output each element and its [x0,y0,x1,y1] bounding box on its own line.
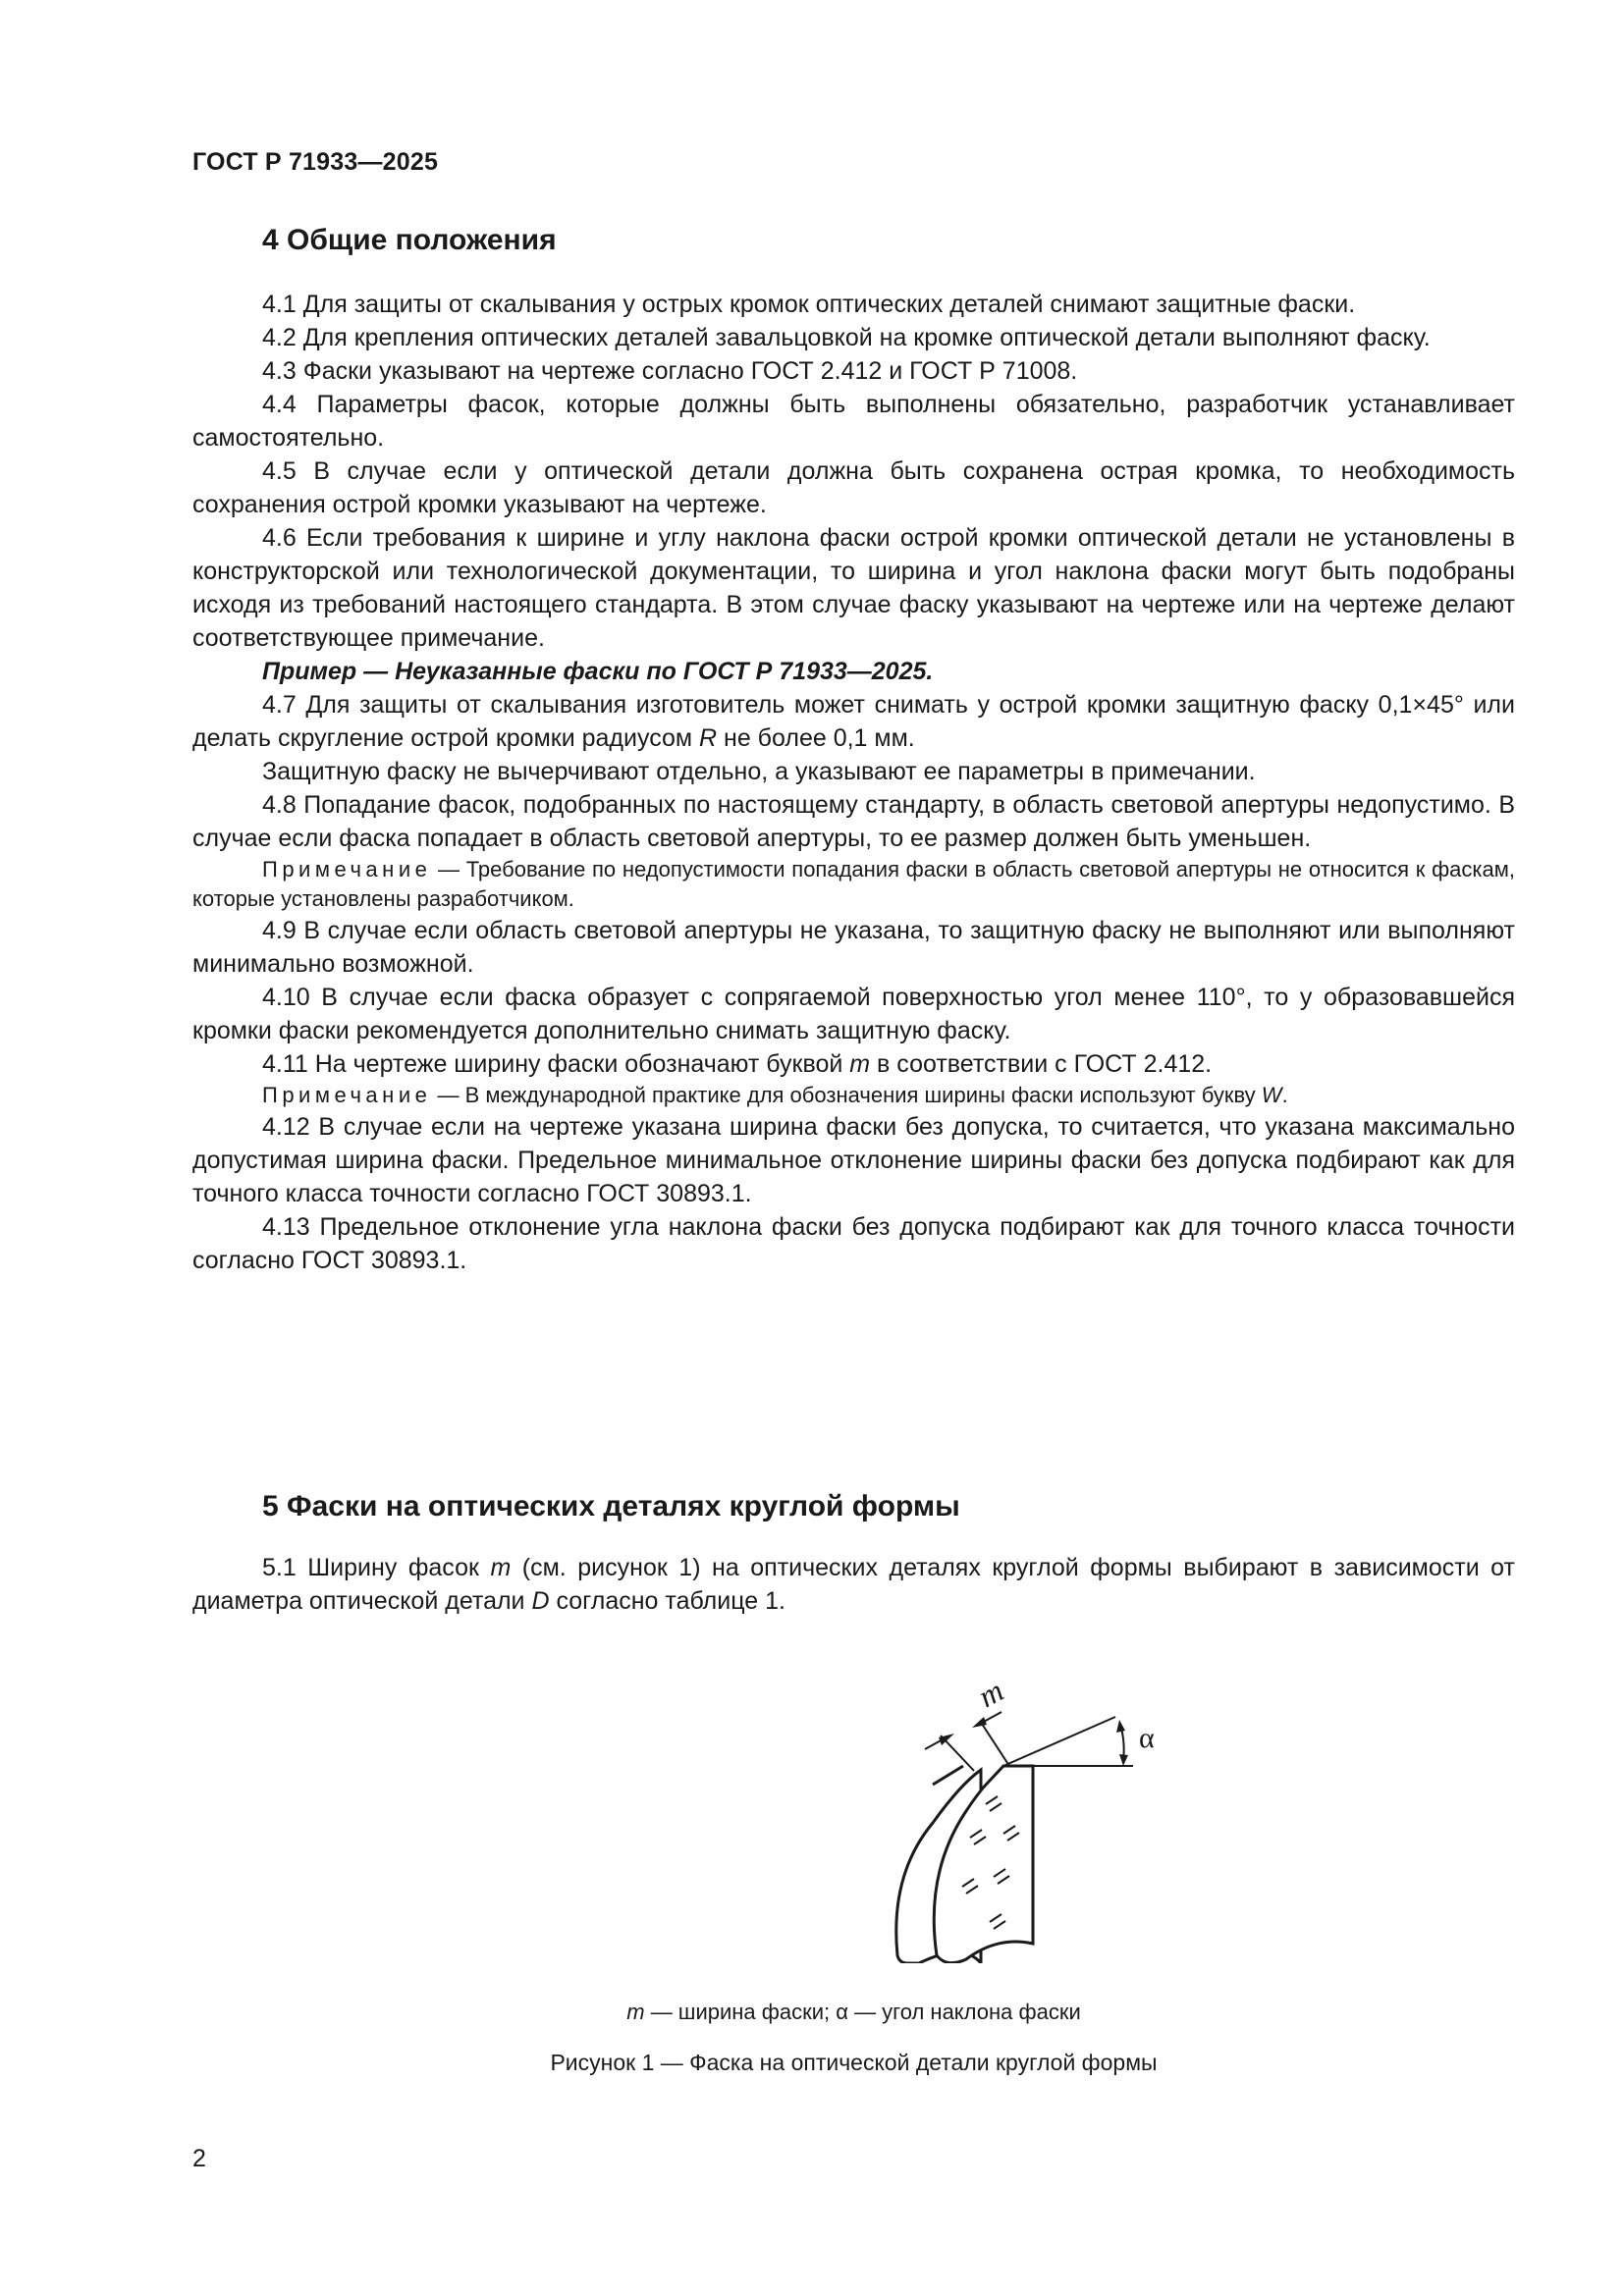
paragraph-4-5: 4.5 В случае если у оптической детали должна быть сохранена острая кромка, то необходимость сохранения острой кромки указывают на чертеже. [192,457,1515,518]
document-header: ГОСТ Р 71933—2025 [192,148,439,176]
paragraph-4-4: 4.4 Параметры фасок, которые должны быть выполнены обязательно, разработчик устанавливает самостоятельно. [192,391,1515,452]
extension-line-right [980,1721,1009,1766]
example-text: Пример — Неуказанные фаски по ГОСТ Р 71933—2025. [262,658,934,685]
section-4-body [192,288,1515,1277]
paragraph-4-10: 4.10 В случае если фаска образует с сопрягаемой поверхностью угол менее 110°, то у образовавшейся кромки фаски рекомендуется дополнительно снимать защитную фаску. [192,984,1515,1044]
paragraph-4-1: 4.1 Для защиты от скалывания у острых кромок оптических деталей снимают защитные фаски. [262,291,1356,318]
arrow-alpha-bottom [1119,1754,1128,1766]
paragraph-4-3: 4.3 Фаски указывают на чертеже согласно ГОСТ 2.412 и ГОСТ Р 71008. [262,357,1078,385]
paragraph-4-2: 4.2 Для крепления оптических деталей завальцовкой на кромке оптической детали выполняют фаску. [262,324,1431,351]
paragraph-4-11: 4.11 На чертеже ширину фаски обозначают буквой m в соответствии с ГОСТ 2.412. [262,1050,1213,1078]
page-number: 2 [192,2145,206,2172]
angle-arc [1121,1728,1124,1759]
section-5-body [192,1551,1515,1618]
section-5-title: 5 Фаски на оптических деталях круглой формы [262,1490,960,1522]
paragraph-5-1: 5.1 Ширину фасок m (см. рисунок 1) на оптических деталях круглой формы выбирают в зависимости от диаметра оптической детали D согласно таблице 1. [192,1554,1515,1615]
chamfer-diagram [703,1669,1174,1963]
figure-1-legend: m — ширина фаски; α — угол наклона фаски [626,2000,1081,2024]
chamfer-face [933,1766,963,1785]
section-4-title: 4 Общие положения [262,224,557,256]
paragraph-4-9: 4.9 В случае если область световой апертуры не указана, то защитную фаску не выполняют или выполняют минимально возможной. [192,917,1515,978]
paragraph-4-13: 4.13 Предельное отклонение угла наклона фаски без допуска подбирают как для точного класса точности согласно ГОСТ 30893.1. [192,1213,1515,1274]
paragraph-4-7-continued: Защитную фаску не вычерчивают отдельно, а указывают ее параметры в примечании. [262,758,1256,785]
label-m: m [972,1672,1009,1715]
paragraph-4-7: 4.7 Для защиты от скалывания изготовитель может снимать у острой кромки защитную фаску 0,1×45° или делать скругление острой кромки радиусом R не более 0,1 мм. [192,691,1515,752]
label-alpha: α [1139,1722,1155,1754]
arrow-m-right [972,1717,987,1728]
note-1: Примечание — Требование по недопустимости попадания фаски в область световой апертуры не относится к фаскам, которые установлены разработчиком. [192,857,1515,911]
chamfer-angle-line [1003,1717,1115,1766]
figure-1-caption: Рисунок 1 — Фаска на оптической детали круглой формы [550,2050,1158,2075]
paragraph-4-6: 4.6 Если требования к ширине и углу наклона фаски острой кромки оптической детали не установлены в конструкторской или технологической документации, то ширина и угол наклона фаски могут быть подобраны исходя из требований настоящего стандарта. В этом случае фаску указывают на чертеже или на чертеже делают соответствующее примечание. [192,524,1515,652]
paragraph-4-12: 4.12 В случае если на чертеже указана ширина фаски без допуска, то считается, что указана максимально допустимая ширина фаски. Предельное минимальное отклонение ширины фаски без допуска подбирают как для точного класса точности согласно ГОСТ 30893.1. [192,1113,1515,1207]
figure-1-drawing [703,1669,1174,1968]
arrow-alpha-top [1116,1720,1125,1733]
paragraph-4-8: 4.8 Попадание фасок, подобранных по настоящему стандарту, в область световой апертуры недопустимо. В случае если фаска попадает в область световой апертуры, то ее размер должен быть уменьшен. [192,791,1515,852]
note-2: Примечание — В международной практике для обозначения ширины фаски используют букву W. [262,1083,1288,1107]
lens-section [934,1766,1033,1963]
